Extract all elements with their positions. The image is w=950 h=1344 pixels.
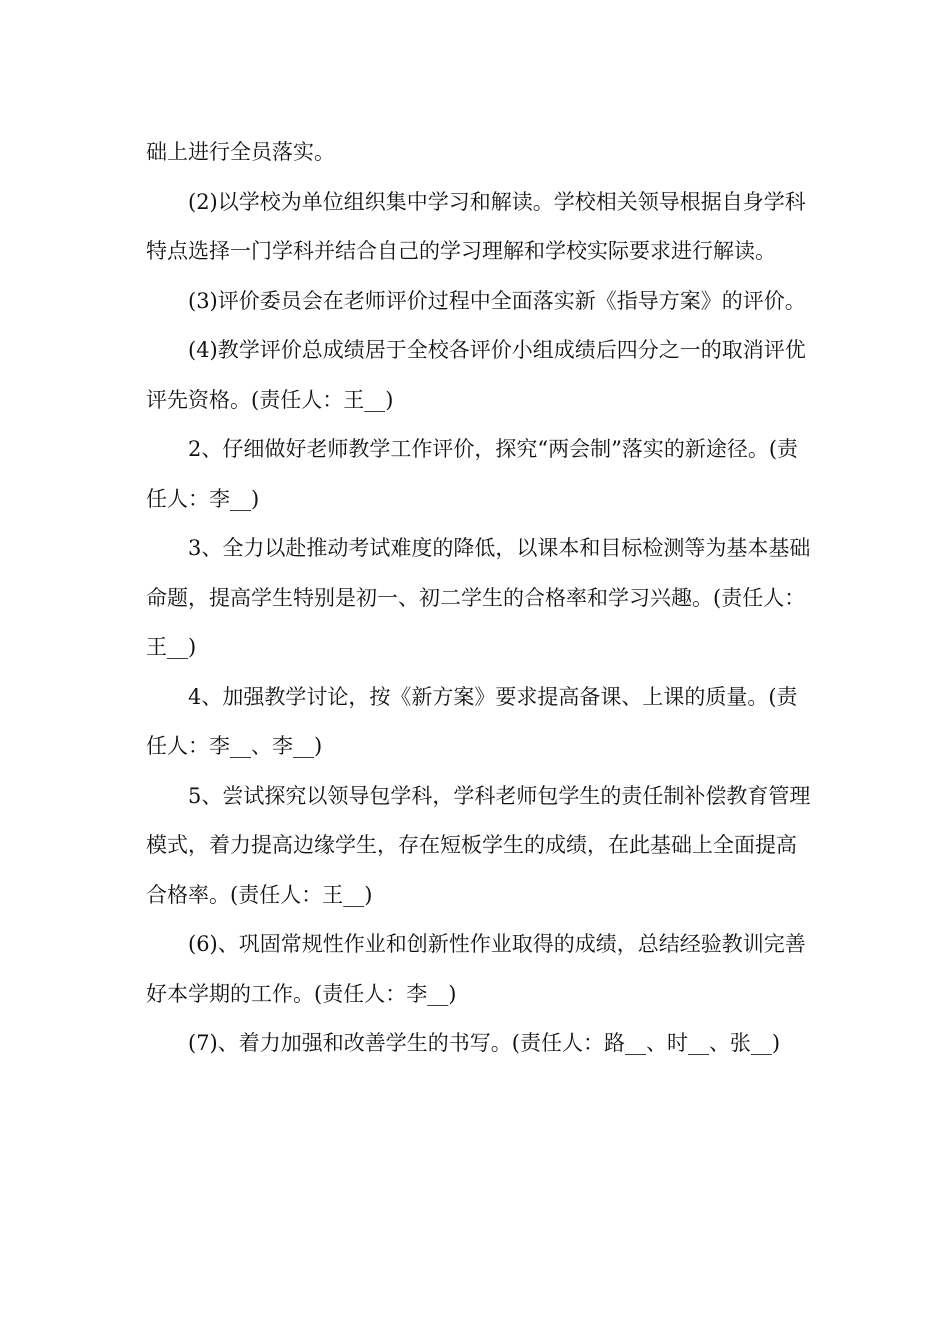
paragraph-section-2: 2、仔细做好老师教学工作评价，探究“两会制”落实的新途径。(责任人：李__) xyxy=(146,437,799,511)
paragraph-item-3: (3)评价委员会在老师评价过程中全面落实新《指导方案》的评价。 xyxy=(188,288,806,313)
paragraph-item-7: (7)、着力加强和改善学生的书写。(责任人：路__、时__、张__) xyxy=(188,1031,781,1055)
paragraph-section-5: 5、尝试探究以领导包学科，学科老师包学生的责任制补偿教育管理模式，着力提高边缘学生，存在短板学生的成绩，在此基础上全面提高合格率。(责任人：王__) xyxy=(146,783,811,907)
paragraph-section-3: 3、全力以赴推动考试难度的降低，以课本和目标检测等为基本基础命题，提高学生特别是初一、初二学生的合格率和学习兴趣。(责任人：王__) xyxy=(146,536,811,659)
paragraph-item-4: (4)教学评价总成绩居于全校各评价小组成绩后四分之一的取消评优评先资格。(责任人：王__) xyxy=(146,338,806,412)
document-body xyxy=(146,128,816,1069)
paragraph-item-2: (2)以学校为单位组织集中学习和解读。学校相关领导根据自身学科特点选择一门学科并结合自己的学习理解和学校实际要求进行解读。 xyxy=(146,189,806,263)
paragraph-section-4: 4、加强教学讨论，按《新方案》要求提高备课、上课的质量。(责任人：李__、李__) xyxy=(146,684,798,758)
paragraph-item-6: (6)、巩固常规性作业和创新性作业取得的成绩，总结经验教训完善好本学期的工作。(责任人：李__) xyxy=(146,932,806,1006)
paragraph-continuation: 础上进行全员落实。 xyxy=(146,140,335,164)
